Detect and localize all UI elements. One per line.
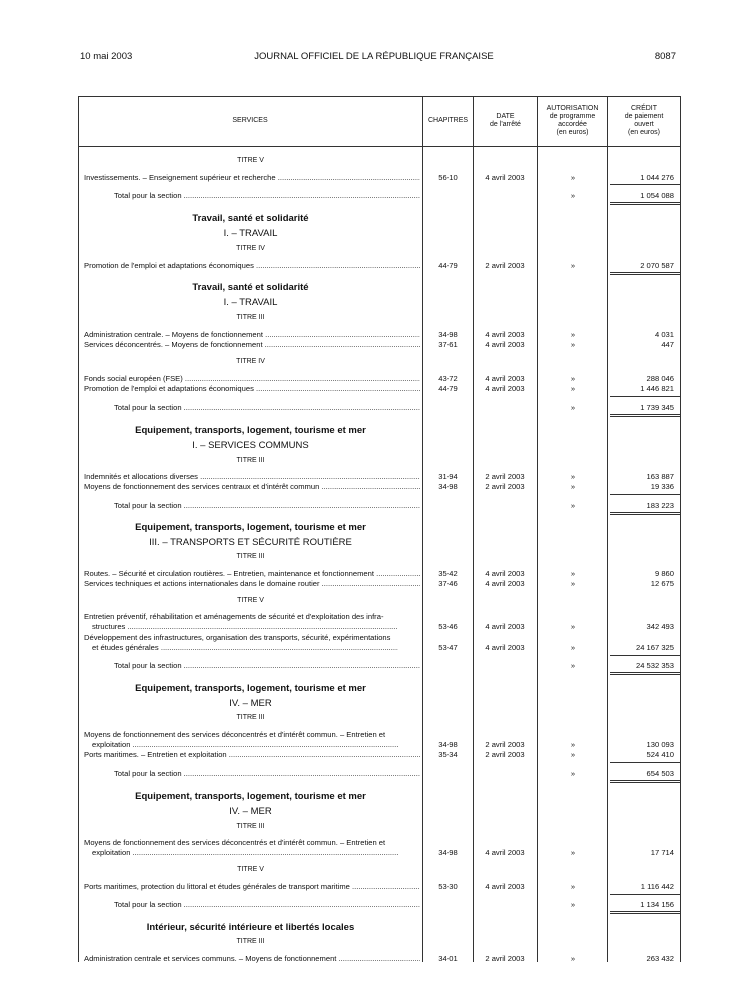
table-row: Promotion de l'emploi et adaptations économiques ..... 44-79 4 avril 2003 » 1 446 821 — [78, 383, 681, 394]
col-header-services: SERVICES — [232, 117, 268, 124]
total-row: Total pour la section ..... » 24 532 353 — [78, 660, 681, 671]
table-row: exploitation ..... 34-98 2 avril 2003 » 130 093 — [78, 739, 681, 750]
section-title: Intérieur, sécurité intérieure et libertés locales — [146, 922, 355, 933]
table-row: Administration centrale et services communs. – Moyens de fonctionnement ..... 34-01 2 avril 2003 » 263 432 — [78, 953, 681, 964]
table-row: Routes. – Sécurité et circulation routières. – Entretien, maintenance et fonctionnement ..... 35-42 4 avril 2003 » 9 860 — [78, 568, 681, 579]
titre-heading: TITRE V — [237, 157, 264, 164]
header-date: 10 mai 2003 — [80, 51, 133, 62]
titre-heading: TITRE V — [237, 866, 264, 873]
table-row: Moyens de fonctionnement des services centraux et d'intérêt commun ..... 34-98 2 avril 2003 » 19 336 — [78, 481, 681, 492]
col-header-chapitres: CHAPITRES — [427, 117, 469, 124]
table-row-line1: Entretien préventif, réhabilitation et aménagements de sécurité et d'exploitation des infra- — [84, 612, 384, 621]
titre-heading: TITRE III — [236, 457, 265, 464]
total-row: Total pour la section ..... » 183 223 — [78, 500, 681, 511]
titre-heading: TITRE IV — [236, 245, 265, 252]
total-row: Total pour la section ..... » 654 503 — [78, 768, 681, 779]
col-header-credit: CRÉDIT de paiement ouvert (en euros) — [624, 105, 664, 136]
total-row: Total pour la section ..... » 1 134 156 — [78, 899, 681, 910]
section-title: Equipement, transports, logement, tourisme et mer — [135, 425, 366, 436]
page-number: 8087 — [654, 51, 676, 62]
col-divider — [473, 96, 474, 962]
section-subtitle: IV. – MER — [229, 806, 272, 817]
credits-table — [78, 96, 681, 962]
titre-heading: TITRE III — [236, 553, 265, 560]
titre-heading: TITRE III — [236, 823, 265, 830]
section-title: Travail, santé et solidarité — [192, 282, 309, 293]
section-subtitle: IV. – MER — [229, 698, 272, 709]
table-row: et études générales ..... 53-47 4 avril 2003 » 24 167 325 — [78, 642, 681, 653]
titre-heading: TITRE III — [236, 938, 265, 945]
table-row: exploitation ..... 34-98 4 avril 2003 » 17 714 — [78, 847, 681, 858]
titre-heading: TITRE III — [236, 714, 265, 721]
table-row: Fonds social européen (FSE) ..... 43-72 4 avril 2003 » 288 046 — [78, 373, 681, 384]
table-row: Administration centrale. – Moyens de fonctionnement ..... 34-98 4 avril 2003 » 4 031 — [78, 329, 681, 340]
titre-heading: TITRE IV — [236, 358, 265, 365]
header-divider — [78, 146, 681, 147]
table-row: Ports maritimes. – Entretien et exploitation ..... 35-34 2 avril 2003 » 524 410 — [78, 749, 681, 760]
section-subtitle: III. – TRANSPORTS ET SÉCURITÉ ROUTIÈRE — [149, 537, 352, 548]
total-row: Total pour la section ..... » 1 054 088 — [78, 190, 681, 201]
table-row: Indemnités et allocations diverses ..... 31-94 2 avril 2003 » 163 887 — [78, 471, 681, 482]
titre-heading: TITRE V — [237, 597, 264, 604]
table-row: structures ..... 53-46 4 avril 2003 » 342 493 — [78, 621, 681, 632]
col-header-date: DATE de l'arrêté — [490, 113, 521, 128]
total-row: Total pour la section ..... » 1 739 345 — [78, 402, 681, 413]
section-subtitle: I. – SERVICES COMMUNS — [192, 440, 309, 451]
table-border-right — [680, 96, 681, 962]
table-row: Ports maritimes, protection du littoral et études générales de transport maritime ..... 53-30 4 avril 2003 » 1 116 442 — [78, 881, 681, 892]
section-title: Equipement, transports, logement, tourisme et mer — [135, 683, 366, 694]
col-header-autorisation: AUTORISATION de programme accordée (en euros) — [546, 105, 599, 136]
table-row-line1: Moyens de fonctionnement des services déconcentrés et d'intérêt commun. – Entretien et — [84, 730, 386, 739]
table-row: Services déconcentrés. – Moyens de fonctionnement ..... 37-61 4 avril 2003 » 447 — [78, 339, 681, 350]
journal-title: JOURNAL OFFICIEL DE LA RÉPUBLIQUE FRANÇAISE — [254, 51, 494, 62]
table-row-line1: Moyens de fonctionnement des services déconcentrés et d'intérêt commun. – Entretien et — [84, 838, 386, 847]
section-title: Travail, santé et solidarité — [192, 213, 309, 224]
col-divider — [537, 96, 538, 962]
section-subtitle: I. – TRAVAIL — [223, 297, 278, 308]
table-row: Investissements. – Enseignement supérieur et recherche ..... 56-10 4 avril 2003 » 1 044 276 — [78, 172, 681, 183]
col-divider — [607, 96, 608, 962]
table-row: Promotion de l'emploi et adaptations économiques ..... 44-79 2 avril 2003 » 2 070 587 — [78, 260, 681, 271]
section-title: Equipement, transports, logement, tourisme et mer — [135, 522, 366, 533]
table-row: Services techniques et actions internationales dans le domaine routier ..... 37-46 4 avril 2003 » 12 675 — [78, 578, 681, 589]
titre-heading: TITRE III — [236, 314, 265, 321]
table-row-line1: Développement des infrastructures, organisation des transports, sécurité, expérimentations — [84, 633, 391, 642]
section-title: Equipement, transports, logement, tourisme et mer — [135, 791, 366, 802]
section-subtitle: I. – TRAVAIL — [223, 228, 278, 239]
